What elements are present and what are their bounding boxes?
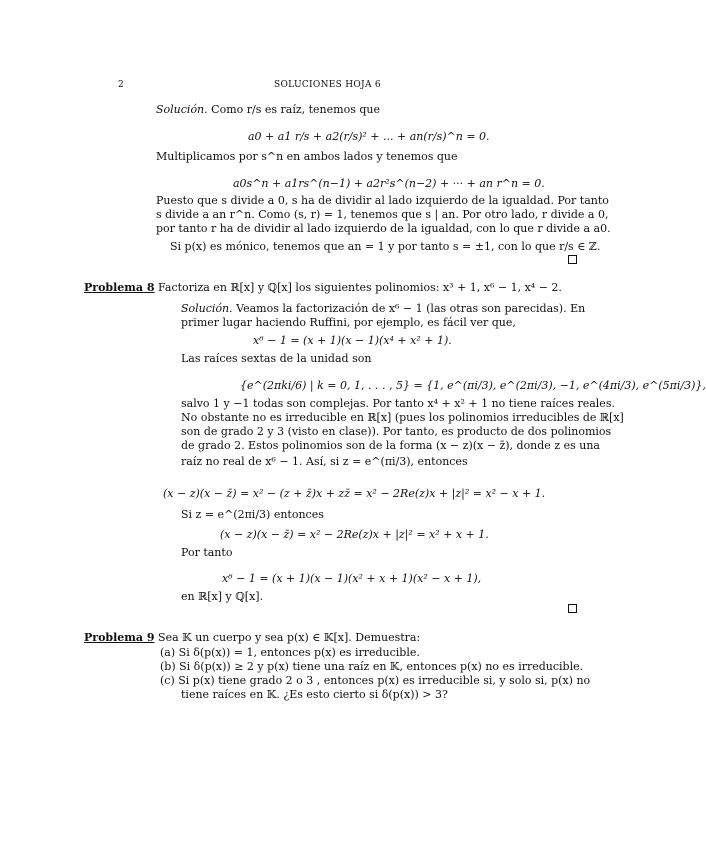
problem-8-statement: Factoriza en ℝ[x] y ℚ[x] los siguientes polinomios: x³ + 1, x⁶ − 1, x⁴ − 2. xyxy=(158,281,562,294)
prob8-text-line: Veamos la factorización de x⁶ − 1 (las otras son parecidas). En xyxy=(236,302,586,315)
qed-square xyxy=(568,255,577,264)
item-text: Si δ(p(x)) ≥ 2 y p(x) tiene una raíz en 𝕂, entonces p(x) no es irreducible. xyxy=(179,660,584,673)
prob8-por-tanto: Por tanto xyxy=(181,546,233,559)
problem-8-label: Problema 8 xyxy=(84,281,155,294)
prob8-paragraph-line: son de grado 2 y 3 (visto en clase)). Por tanto, es producto de dos polinomios xyxy=(181,425,612,438)
problem-8-statement-line xyxy=(84,281,562,294)
item-tag: (c) xyxy=(160,674,175,687)
prob8-final-equation: x⁶ − 1 = (x + 1)(x − 1)(x² + x + 1)(x² − x + 1), xyxy=(222,572,482,585)
sol7-multiply-line: Multiplicamos por s^n en ambos lados y tenemos que xyxy=(156,150,458,163)
prob9-item-c xyxy=(160,674,590,687)
sol7-paragraph-line: Puesto que s divide a 0, s ha de dividir al lado izquierdo de la igualdad. Por tanto xyxy=(156,194,609,207)
prob8-long-equation: (x − z)(x − z̄) = x² − (z + z̄)x + zz̄ = x² − 2Re(z)x + |z|² = x² − x + 1. xyxy=(163,487,546,500)
item-text: Si δ(p(x)) = 1, entonces p(x) es irreducible. xyxy=(178,646,420,659)
prob8-si-z-line: Si z = e^(2πi/3) entonces xyxy=(181,508,324,521)
solucion-label: Solución. xyxy=(181,302,233,315)
prob8-paragraph-line: salvo 1 y −1 todas son complejas. Por tanto x⁴ + x² + 1 no tiene raíces reales. xyxy=(181,397,615,410)
item-tag: (b) xyxy=(160,660,176,673)
problem-9-statement: Sea 𝕂 un cuerpo y sea p(x) ∈ 𝕂[x]. Demuestra: xyxy=(158,631,421,644)
sol7-equation-1: a0 + a1 r/s + a2(r/s)² + ... + an(r/s)^n = 0. xyxy=(248,130,490,143)
qed-square xyxy=(568,604,577,613)
prob8-second-equation: (x − z)(x − z̄) = x² − 2Re(z)x + |z|² = x² + x + 1. xyxy=(220,528,489,541)
prob9-item-c-continuation: tiene raíces en 𝕂. ¿Es esto cierto si δ(p(x)) > 3? xyxy=(181,688,448,701)
solucion-label: Solución. xyxy=(156,103,208,116)
sol7-intro: Como r/s es raíz, tenemos que xyxy=(211,103,380,116)
item-tag: (a) xyxy=(160,646,176,659)
sol7-equation-2: a0s^n + a1rs^(n−1) + a2r²s^(n−2) + ··· + an r^n = 0. xyxy=(233,177,545,190)
prob8-solution-line xyxy=(181,302,585,315)
prob8-factor-equation: x⁶ − 1 = (x + 1)(x − 1)(x⁴ + x² + 1). xyxy=(253,334,452,347)
sol7-paragraph-line: s divide a an r^n. Como (s, r) = 1, tenemos que s | an. Por otro lado, r divide a 0, xyxy=(156,208,609,221)
sol7-intro-line xyxy=(156,103,380,116)
sol7-paragraph-line: por tanto r ha de dividir al lado izquierdo de la igualdad, con lo que r divide a a0. xyxy=(156,222,611,235)
prob9-item-b xyxy=(160,660,583,673)
prob8-paragraph-line: de grado 2. Estos polinomios son de la forma (x − z)(x − z̄), donde z es una xyxy=(181,439,600,452)
prob8-roots-intro: Las raíces sextas de la unidad son xyxy=(181,352,372,365)
item-text: Si p(x) tiene grado 2 o 3 , entonces p(x) es irreducible si, y solo si, p(x) no xyxy=(178,674,591,687)
problem-9-label: Problema 9 xyxy=(84,631,155,644)
running-title: SOLUCIONES HOJA 6 xyxy=(274,80,381,90)
prob8-text-line: primer lugar haciendo Ruffini, por ejemplo, es fácil ver que, xyxy=(181,316,516,329)
prob8-paragraph-line: No obstante no es irreducible en ℝ[x] (pues los polinomios irreducibles de ℝ[x] xyxy=(181,411,624,424)
prob9-item-a xyxy=(160,646,420,659)
prob8-paragraph-line: raíz no real de x⁶ − 1. Así, si z = e^(πi/3), entonces xyxy=(181,455,468,468)
problem-9-statement-line xyxy=(84,631,420,644)
prob8-en-line: en ℝ[x] y ℚ[x]. xyxy=(181,590,264,603)
sol7-monic-line: Si p(x) es mónico, tenemos que an = 1 y por tanto s = ±1, con lo que r/s ∈ ℤ. xyxy=(170,240,601,253)
page-number: 2 xyxy=(118,80,125,90)
prob8-roots-equation: {e^(2πki/6) | k = 0, 1, . . . , 5} = {1, e^(πi/3), e^(2πi/3), −1, e^(4πi/3), e^(5πi/3)}, xyxy=(240,379,706,392)
